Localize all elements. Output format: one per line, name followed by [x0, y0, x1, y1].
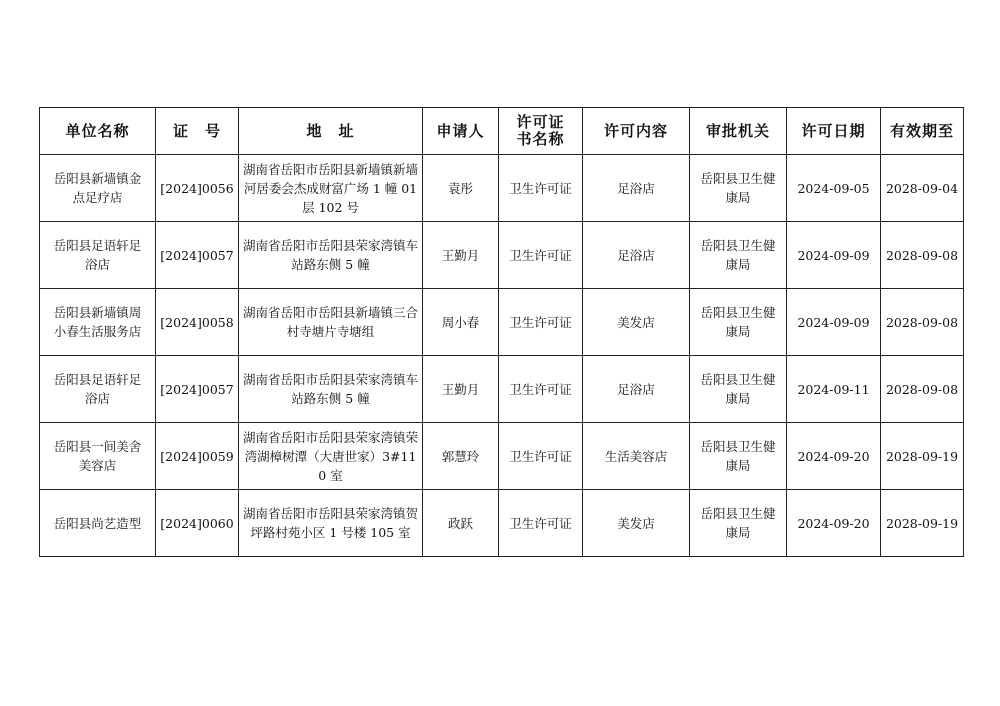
table-row [40, 423, 964, 490]
cell-permit-name: 卫生许可证 [499, 155, 583, 222]
cell-name-text: 岳阳县足语轩足浴店 [53, 372, 142, 406]
cell-authority-text: 岳阳县卫生健康局 [700, 439, 776, 473]
cell-permit-date: 2024-09-09 [787, 222, 881, 289]
cell-authority [690, 490, 787, 557]
cell-address [239, 222, 423, 289]
cell-cert-no: [2024]0057 [156, 356, 239, 423]
cell-permit-date: 2024-09-09 [787, 289, 881, 356]
cell-cert-no: [2024]0056 [156, 155, 239, 222]
cell-authority [690, 423, 787, 490]
cell-address-text: 湖南省岳阳市岳阳县新墙镇三合村寺塘片寺塘组 [242, 305, 418, 339]
cell-authority-text: 岳阳县卫生健康局 [700, 372, 776, 406]
cell-address-text: 湖南省岳阳市岳阳县荣家湾镇车站路东侧 5 幢 [242, 238, 418, 272]
cell-valid-until: 2028-09-04 [881, 155, 964, 222]
cell-permit-name: 卫生许可证 [499, 289, 583, 356]
cell-cert-no: [2024]0059 [156, 423, 239, 490]
cell-content: 足浴店 [583, 356, 690, 423]
table-row [40, 490, 964, 557]
cell-applicant: 袁彤 [423, 155, 499, 222]
cell-name-text: 岳阳县新墙镇周小春生活服务店 [53, 305, 142, 339]
cell-address [239, 423, 423, 490]
cell-name [40, 490, 156, 557]
cell-permit-name: 卫生许可证 [499, 490, 583, 557]
header-authority: 审批机关 [690, 108, 787, 155]
cell-cert-no: [2024]0058 [156, 289, 239, 356]
header-permit-date: 许可日期 [787, 108, 881, 155]
cell-content: 美发店 [583, 490, 690, 557]
cell-content: 足浴店 [583, 155, 690, 222]
cell-permit-date: 2024-09-20 [787, 423, 881, 490]
cell-applicant: 政跃 [423, 490, 499, 557]
cell-address-text: 湖南省岳阳市岳阳县荣家湾镇车站路东侧 5 幢 [242, 372, 418, 406]
cell-name-text: 岳阳县尚艺造型 [53, 515, 142, 531]
cell-address [239, 490, 423, 557]
cell-name [40, 289, 156, 356]
header-permit-name: 许可证书名称 [499, 108, 583, 155]
cell-valid-until: 2028-09-08 [881, 356, 964, 423]
cell-permit-name: 卫生许可证 [499, 423, 583, 490]
cell-applicant: 王勤月 [423, 222, 499, 289]
cell-authority [690, 222, 787, 289]
cell-name [40, 423, 156, 490]
table-header-row [40, 108, 964, 155]
cell-permit-date: 2024-09-20 [787, 490, 881, 557]
cell-address [239, 289, 423, 356]
cell-address [239, 356, 423, 423]
table-row [40, 356, 964, 423]
header-applicant: 申请人 [423, 108, 499, 155]
header-cert-no: 证 号 [156, 108, 239, 155]
cell-applicant: 周小春 [423, 289, 499, 356]
cell-content: 足浴店 [583, 222, 690, 289]
header-valid-until: 有效期至 [881, 108, 964, 155]
cell-cert-no: [2024]0057 [156, 222, 239, 289]
cell-content: 生活美容店 [583, 423, 690, 490]
cell-permit-date: 2024-09-11 [787, 356, 881, 423]
cell-authority-text: 岳阳县卫生健康局 [700, 171, 776, 205]
cell-applicant: 王勤月 [423, 356, 499, 423]
cell-authority [690, 356, 787, 423]
cell-name-text: 岳阳县新墙镇金点足疗店 [53, 171, 142, 205]
cell-name [40, 356, 156, 423]
cell-authority-text: 岳阳县卫生健康局 [700, 238, 776, 272]
header-name: 单位名称 [40, 108, 156, 155]
table-row [40, 289, 964, 356]
cell-valid-until: 2028-09-08 [881, 289, 964, 356]
cell-permit-name: 卫生许可证 [499, 222, 583, 289]
cell-name-text: 岳阳县一间美舍美容店 [53, 439, 142, 473]
cell-address-text: 湖南省岳阳市岳阳县荣家湾镇荣湾湖樟树潭（大唐世家）3#110 室 [242, 429, 418, 483]
cell-authority [690, 289, 787, 356]
cell-name [40, 155, 156, 222]
cell-cert-no: [2024]0060 [156, 490, 239, 557]
cell-permit-date: 2024-09-05 [787, 155, 881, 222]
table-row [40, 155, 964, 222]
cell-content: 美发店 [583, 289, 690, 356]
cell-authority [690, 155, 787, 222]
cell-valid-until: 2028-09-08 [881, 222, 964, 289]
cell-permit-name: 卫生许可证 [499, 356, 583, 423]
cell-address [239, 155, 423, 222]
cell-authority-text: 岳阳县卫生健康局 [700, 506, 776, 540]
table-row [40, 222, 964, 289]
cell-valid-until: 2028-09-19 [881, 490, 964, 557]
header-content: 许可内容 [583, 108, 690, 155]
cell-address-text: 湖南省岳阳市岳阳县新墙镇新墙河居委会杰成财富广场 1 幢 01 层 102 号 [242, 161, 418, 215]
cell-authority-text: 岳阳县卫生健康局 [700, 305, 776, 339]
cell-name-text: 岳阳县足语轩足浴店 [53, 238, 142, 272]
header-address: 地 址 [239, 108, 423, 155]
cell-applicant: 郭慧玲 [423, 423, 499, 490]
cell-valid-until: 2028-09-19 [881, 423, 964, 490]
permit-table [39, 107, 964, 557]
cell-name [40, 222, 156, 289]
cell-address-text: 湖南省岳阳市岳阳县荣家湾镇贺坪路村苑小区 1 号楼 105 室 [242, 506, 418, 540]
